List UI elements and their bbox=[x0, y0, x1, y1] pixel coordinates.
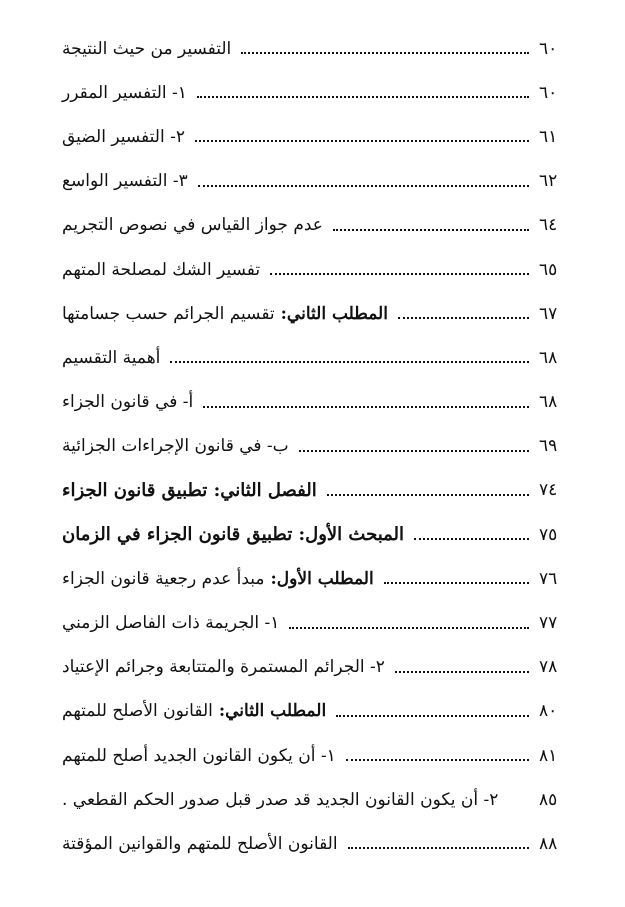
dot-leader bbox=[348, 847, 529, 849]
toc-entry-label: المطلب الأول: bbox=[270, 568, 374, 589]
toc-entry-title: الفصل الثاني: تطبيق قانون الجزاء bbox=[62, 479, 317, 501]
dot-leader bbox=[414, 538, 529, 540]
toc-page-number: ٨٥ bbox=[539, 789, 558, 810]
dot-leader bbox=[395, 671, 529, 673]
toc-page-number: ٦٤ bbox=[539, 215, 558, 236]
toc-entry bbox=[62, 381, 583, 425]
toc-entry bbox=[62, 690, 583, 734]
toc-page-number: ٦٨ bbox=[539, 347, 558, 368]
dot-leader bbox=[270, 273, 529, 275]
toc-page-number: ٦٧ bbox=[539, 303, 558, 324]
toc-entry-title: تفسير الشك لمصلحة المتهم bbox=[62, 259, 261, 280]
toc-page-number: ٧٧ bbox=[539, 613, 558, 634]
dot-leader bbox=[327, 494, 529, 496]
toc-entry-title: ٢- التفسير الضيق bbox=[62, 126, 185, 147]
toc-entry bbox=[62, 469, 583, 513]
toc-entry bbox=[62, 292, 583, 336]
toc-page-number: ٦٠ bbox=[539, 82, 558, 103]
toc-entry-title: التفسير من حيث النتيجة bbox=[62, 38, 232, 59]
toc-page-number: ٦٢ bbox=[539, 171, 558, 192]
dot-leader bbox=[170, 361, 529, 363]
toc-page-number: ٧٨ bbox=[539, 657, 558, 678]
toc-entry-title: عدم جواز القياس في نصوص التجريم bbox=[62, 215, 323, 236]
dot-leader bbox=[197, 96, 529, 98]
toc-page-number: ٨٨ bbox=[539, 833, 558, 854]
toc-page-number: ٦٨ bbox=[539, 392, 558, 413]
toc-entry-label: المطلب الثاني: bbox=[280, 303, 388, 324]
toc-page-number: ٨١ bbox=[539, 745, 558, 766]
toc-entry bbox=[62, 71, 583, 115]
toc-entry bbox=[62, 336, 583, 380]
toc-entry-title: تقسيم الجرائم حسب جسامتها bbox=[62, 303, 275, 324]
toc-page-number: ٦٠ bbox=[539, 38, 558, 59]
dot-leader bbox=[346, 759, 529, 761]
toc-page-number: ٦٥ bbox=[539, 259, 558, 280]
toc-entry-title: القانون الأصلح للمتهم والقوانين المؤقتة bbox=[62, 833, 338, 854]
toc-entry-title: أهمية التقسيم bbox=[62, 347, 161, 368]
toc-entry-title: مبدأ عدم رجعية قانون الجزاء bbox=[62, 568, 265, 589]
toc-entry-title: ٣- التفسير الواسع bbox=[62, 171, 188, 192]
toc-page-number: ٦٩ bbox=[539, 436, 558, 457]
toc-entry bbox=[62, 513, 583, 557]
dot-leader bbox=[333, 229, 529, 231]
toc-page-number: ٨٠ bbox=[539, 701, 558, 722]
toc-entry bbox=[62, 557, 583, 601]
dot-leader bbox=[198, 185, 529, 187]
toc-entry-title: ٢- أن يكون القانون الجديد قد صدر قبل صدور الحكم القطعي . bbox=[62, 789, 499, 810]
toc-page-number: ٦١ bbox=[539, 126, 558, 147]
dot-leader bbox=[299, 450, 529, 452]
toc-page-number: ٧٤ bbox=[539, 480, 558, 501]
toc-entry bbox=[62, 646, 583, 690]
table-of-contents bbox=[62, 27, 583, 867]
dot-leader bbox=[195, 140, 529, 142]
dot-leader bbox=[336, 715, 529, 717]
toc-entry bbox=[62, 27, 583, 71]
dot-leader bbox=[203, 406, 529, 408]
toc-entry bbox=[62, 822, 583, 866]
toc-entry bbox=[62, 601, 583, 645]
toc-entry bbox=[62, 734, 583, 778]
toc-entry-title: ٢- الجرائم المستمرة والمتتابعة وجرائم الإعتياد bbox=[62, 657, 385, 678]
toc-page-number: ٧٦ bbox=[539, 568, 558, 589]
toc-entry-title: ب- في قانون الإجراءات الجزائية bbox=[62, 436, 289, 457]
toc-entry bbox=[62, 778, 583, 822]
dot-leader bbox=[398, 317, 529, 319]
toc-entry-title: المبحث الأول: تطبيق قانون الجزاء في الزمان bbox=[62, 524, 405, 546]
toc-entry bbox=[62, 115, 583, 159]
toc-entry bbox=[62, 248, 583, 292]
toc-page-number: ٧٥ bbox=[539, 524, 558, 545]
toc-entry-title: أ- في قانون الجزاء bbox=[62, 392, 194, 413]
toc-entry bbox=[62, 425, 583, 469]
dot-leader bbox=[289, 627, 529, 629]
toc-entry-title: ١- أن يكون القانون الجديد أصلح للمتهم bbox=[62, 745, 336, 766]
dot-leader bbox=[384, 582, 529, 584]
dot-leader bbox=[241, 52, 529, 54]
toc-entry bbox=[62, 160, 583, 204]
toc-entry-title: ١- التفسير المقرر bbox=[62, 82, 187, 103]
toc-entry-title: ١- الجريمة ذات الفاصل الزمني bbox=[62, 613, 280, 634]
dot-leader bbox=[508, 803, 529, 805]
toc-entry bbox=[62, 204, 583, 248]
toc-entry-label: المطلب الثاني: bbox=[218, 701, 327, 722]
toc-entry-title: القانون الأصلح للمتهم bbox=[62, 701, 213, 722]
